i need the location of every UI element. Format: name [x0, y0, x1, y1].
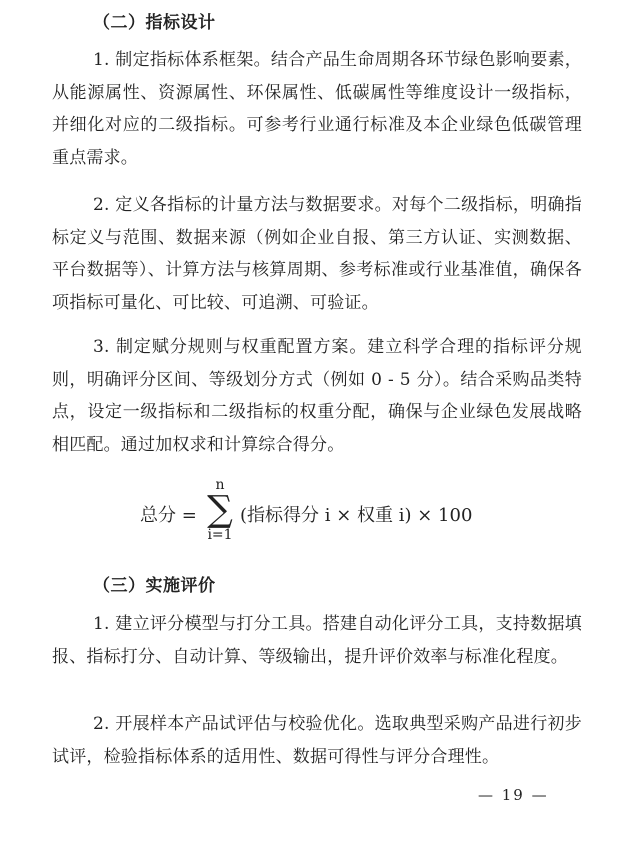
- formula-lhs: 总分 =: [140, 505, 197, 526]
- paragraph-framework: 1. 制定指标体系框架。结合产品生命周期各环节绿色影响要素，从能源属性、资源属性、环保属性、低碳属性等维度设计一级指标，并细化对应的二级指标。可参考行业通行标准及本企业绿色低碳管理重点需求。: [52, 50, 582, 168]
- section-heading-implementation: （三）实施评价: [93, 576, 216, 596]
- summation-symbol: ∑: [207, 489, 233, 530]
- paragraph-scoring-rules: 3. 制定赋分规则与权重配置方案。建立科学合理的指标评分规则，明确评分区间、等级划分方式（例如 0 - 5 分）。结合采购品类特点，设定一级指标和二级指标的权重分配，确保与企业绿色发展战略相匹配。通过加权求和计算综合得分。: [52, 337, 582, 455]
- paragraph-scoring-model: 1. 建立评分模型与打分工具。搭建自动化评分工具，支持数据填报、指标打分、自动计算、等级输出，提升评价效率与标准化程度。: [52, 614, 582, 667]
- summation-block: [200, 477, 240, 543]
- paragraph-sample-evaluation: 2. 开展样本产品试评估与校验优化。选取典型采购产品进行初步试评，检验指标体系的适用性、数据可得性与评分合理性。: [52, 714, 582, 767]
- summation-upper-limit: n: [215, 477, 225, 493]
- page-number: — 19 —: [478, 786, 549, 804]
- total-score-formula: [140, 477, 520, 547]
- formula-rhs: (指标得分 i × 权重 i) × 100: [240, 505, 473, 526]
- paragraph-measurement: 2. 定义各指标的计量方法与数据要求。对每个二级指标，明确指标定义与范围、数据来源（例如企业自报、第三方认证、实测数据、平台数据等）、计算方法与核算周期、参考标准或行业基准值，确保各项指标可量化、可比较、可追溯、可验证。: [52, 195, 582, 313]
- summation-lower-limit: i=1: [207, 527, 233, 543]
- section-heading-indicator-design: （二）指标设计: [93, 13, 216, 33]
